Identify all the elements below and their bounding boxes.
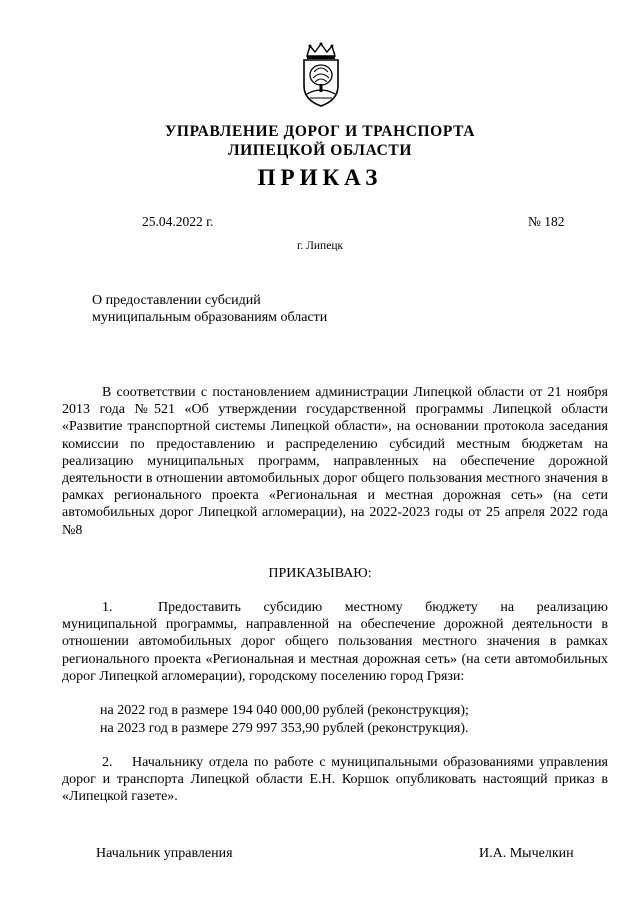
item-1-number: 1. xyxy=(102,600,113,615)
order-subject xyxy=(92,292,327,326)
order-number: № 182 xyxy=(528,214,565,229)
document-title: ПРИКАЗ xyxy=(257,165,383,190)
order-city: г. Липецк xyxy=(296,240,344,252)
preamble-paragraph: В соответствии с постановлением администрации Липецкой области от 21 ноября 2013 года №521 «Об утверждении государственной программы Липецкой области «Развитие транспортной системы Липецкой области», на основании протокола заседания комиссии по предоставлению и распределению субсидий местным бюджетам на реализацию муниципальных программ, направленных на обеспечение дорожной деятельности в отношении автомобильных дорог общего пользования местного значения в рамках регионального проекта «Региональная и местная дорожная сеть» (на сети автомобильных дорог Липецкой агломерации), на 2022-2023 годы от 25 апреля 2022 года №8 xyxy=(62,385,608,538)
signature-role: Начальник управления xyxy=(96,846,233,861)
signature-name: И.А. Мычелкин xyxy=(479,846,574,861)
organization-name-line1: УПРАВЛЕНИЕ ДОРОГ И ТРАНСПОРТА xyxy=(164,123,476,140)
amount-2022: на 2022 год в размере 194 040 000,00 рублей (реконструкция); xyxy=(100,703,469,718)
coat-of-arms-lipetsk-icon xyxy=(298,42,344,108)
organization-name-line2: ЛИПЕЦКОЙ ОБЛАСТИ xyxy=(228,142,412,159)
item-2-number: 2. xyxy=(102,755,113,770)
order-item-2 xyxy=(62,754,608,806)
item-1-text: Предоставить субсидию местному бюджету на реализацию муниципальной программы, направленной на обеспечение дорожной деятельности в отношении автомобильных дорог общего пользования местного значения в рамках регионального проекта «Региональная и местная дорожная сеть» (на сети автомобильных дорог Липецкой агломерации), городскому поселению город Грязи: xyxy=(62,600,608,684)
subject-line2: муниципальным образованиям области xyxy=(92,310,328,325)
order-item-1 xyxy=(62,599,608,685)
subject-line1: О предоставлении субсидий xyxy=(92,293,261,308)
amount-2023: на 2023 год в размере 279 997 353,90 рублей (реконструкция). xyxy=(100,721,469,736)
order-word: ПРИКАЗЫВАЮ: xyxy=(268,566,372,581)
item-2-text: Начальнику отдела по работе с муниципальными образованиями управления дорог и транспорта Липецкой области Е.Н. Коршок опубликовать настоящий приказ в «Липецкой газете». xyxy=(62,755,608,805)
order-date: 25.04.2022 г. xyxy=(142,214,214,229)
